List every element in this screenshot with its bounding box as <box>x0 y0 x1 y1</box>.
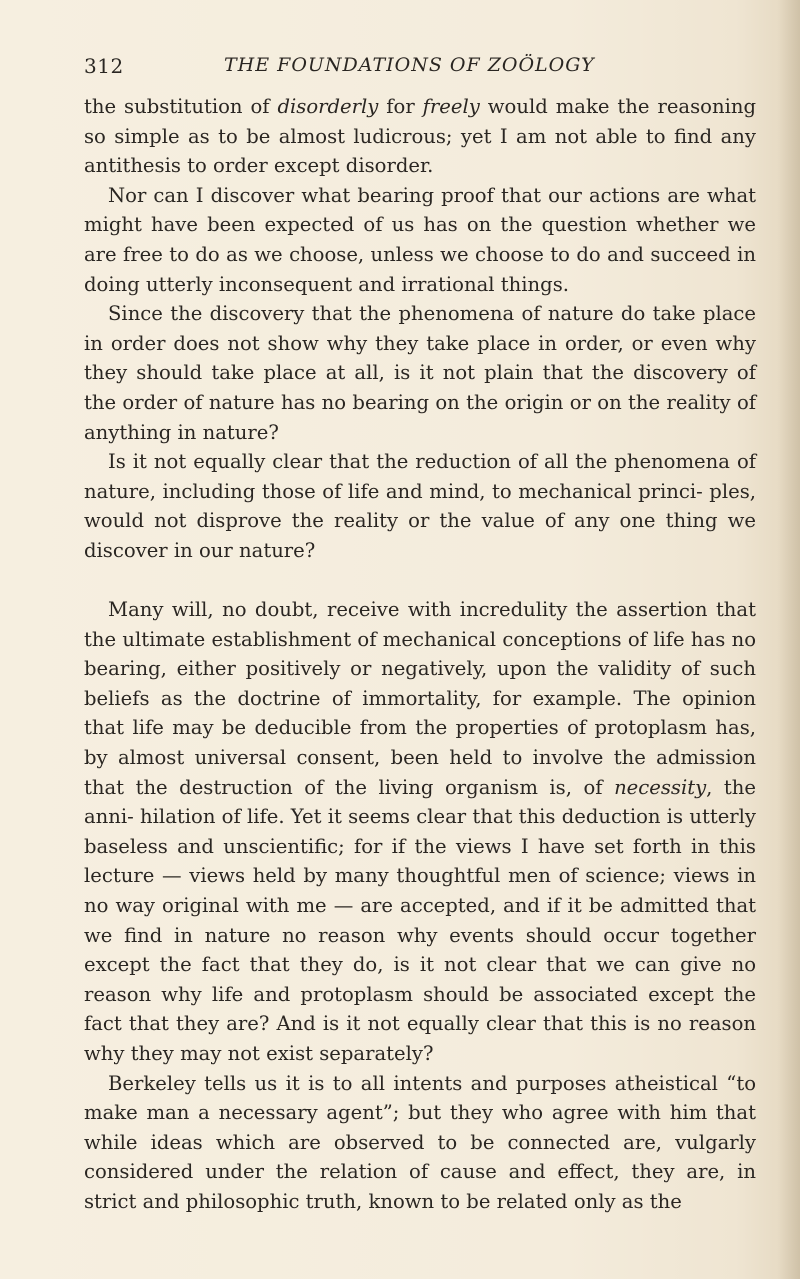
text-run: , the anni- hilation of life. Yet it seems clear that this deduction is utterly baseless and unscientific; for if the views I have set forth in this lecture — views held by many thoughtful men of science; views in no way original with me — are accepted, and if it be admitted that we find in nature no reason why events should occur together except the fact that they do, is it not clear that we can give no reason why life and protoplasm should be associated except the fact that they are? And is it not equally clear that this is no reason why they may not exist separately? <box>84 775 757 1065</box>
italic-word: necessity <box>614 775 707 799</box>
text-run: Is it not equally clear that the reduction of all the phenomena of nature, including those of life and mind, to mechanical princi- ples, would not disprove the reality or the value of any one thing we discover in our nature? <box>84 450 756 562</box>
text-run: would make the reasoning so simple as to be almost ludicrous; yet I am not able to find any antithesis to order except disorder. <box>84 95 756 178</box>
paragraph <box>84 181 756 299</box>
text-run: for <box>378 95 423 118</box>
paragraph <box>84 1069 756 1217</box>
italic-word: freely <box>422 95 480 118</box>
italic-word: disorderly <box>277 95 379 118</box>
running-title: THE FOUNDATIONS OF ZOÖLOGY <box>224 54 595 76</box>
text-run: Berkeley tells us it is to all intents and purposes atheistical “to make man a necessary agent”; but they who agree with him that while ideas which are observed to be connected are, vulgarly considered under the relation of cause and effect, they are, in strict and philosophic truth, known to be related only as the <box>84 1071 756 1213</box>
paragraph <box>84 595 756 1069</box>
text-run: the substitution of <box>84 95 278 118</box>
running-head <box>84 54 734 80</box>
text-run: Nor can I discover what bearing proof that our actions are what might have been expected of us has on the question whether we are free to do as we choose, unless we choose to do and succeed in doing utterly inconsequent and irrational things. <box>84 183 756 296</box>
paragraph <box>84 299 756 447</box>
body-text <box>84 92 756 1217</box>
paragraph <box>84 92 756 181</box>
page-number: 312 <box>84 54 124 78</box>
page-edge-shadow <box>778 0 800 1279</box>
paragraph <box>84 447 756 565</box>
text-run: Many will, no doubt, receive with incredulity the assertion that the ultimate establishment of mechanical conceptions of life has no bearing, either positively or negatively, upon the validity of such beliefs as the doctrine of immortality, for example. The opinion that life may be deducible from the properties of protoplasm has, by almost universal consent, been held to involve the admission that the destruction of the living organism is, of <box>84 598 756 799</box>
text-run: Since the discovery that the phenomena of nature do take place in order does not show why they take place in order, or even why they should take place at all, is it not plain that the discovery of the order of nature has no bearing on the origin or on the reality of anything in nature? <box>84 302 756 444</box>
